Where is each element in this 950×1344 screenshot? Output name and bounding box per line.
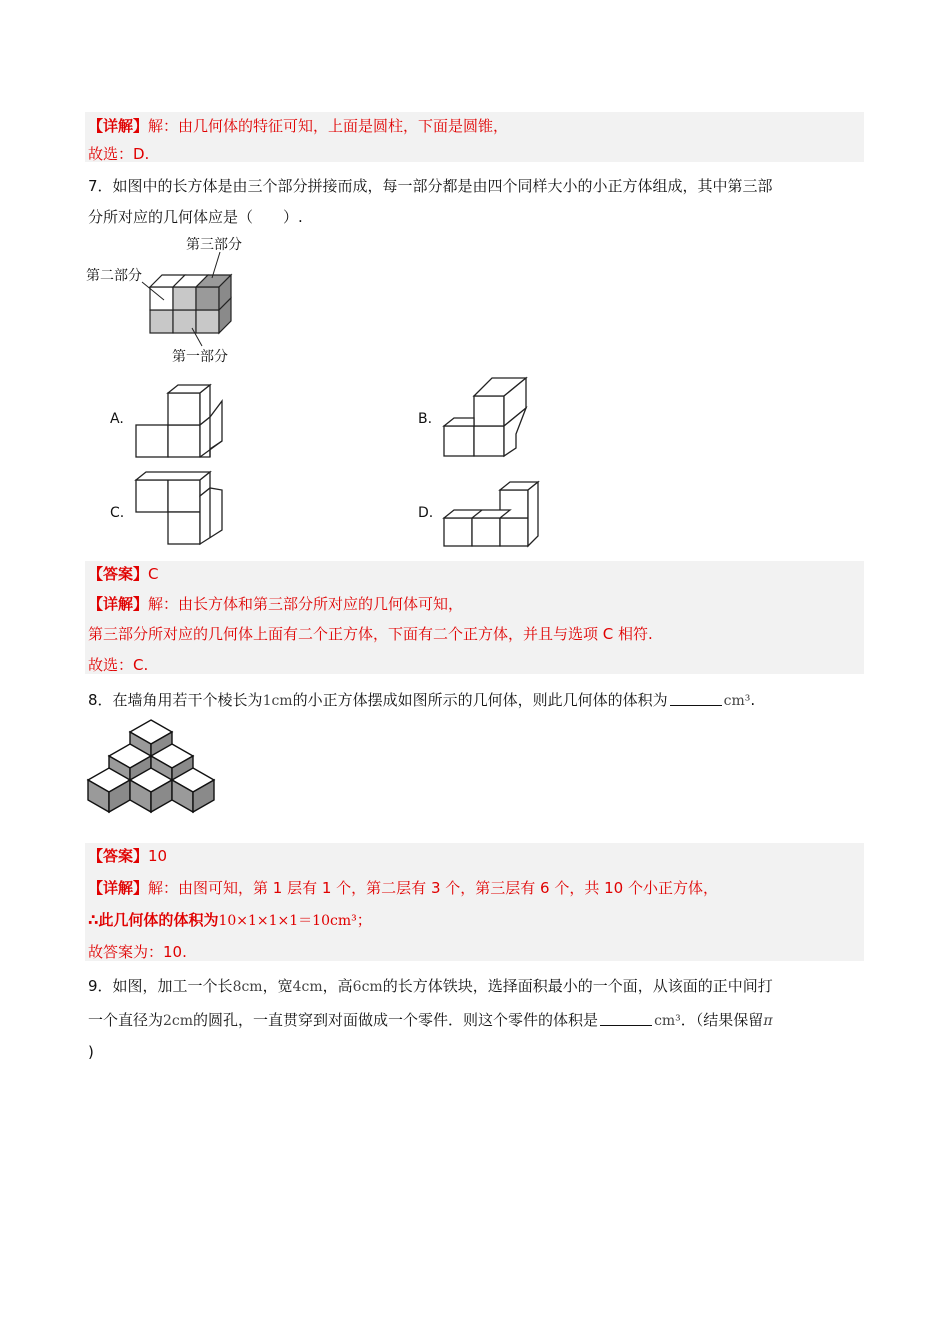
pointer-part3 <box>212 252 220 278</box>
q6-detail-line <box>88 116 508 136</box>
cube-bottom-1 <box>150 310 173 333</box>
q8-pyramid-figure <box>84 718 218 836</box>
q6-detail-tag: 【详解】 <box>88 117 149 135</box>
q7-number: 7． <box>88 177 113 195</box>
q9-height: 6cm <box>352 979 383 995</box>
q8-detail-line1 <box>88 878 718 898</box>
q9-text-line3: ) <box>88 1043 94 1061</box>
q7-detail-line2: 第三部分所对应的几何体上面有二个正方体，下面有二个正方体，并且与选项 C 相符. <box>88 625 653 643</box>
q7-detail-line1 <box>88 594 463 614</box>
label-part2: 第二部分 <box>86 268 142 284</box>
q7-detail-text1: 解：由长方体和第三部分所对应的几何体可知， <box>148 595 464 613</box>
answer-block-q8 <box>85 843 864 961</box>
q9-t1: 如图，加工一个长 <box>112 977 233 995</box>
q7-text-line1 <box>88 176 773 196</box>
q9-line2-a: 一个直径为 <box>88 1011 164 1029</box>
q7-answer-tag: 【答案】 <box>88 565 149 583</box>
q7-main-figure <box>80 230 280 370</box>
q7-text-line2: 分所对应的几何体应是（ ）. <box>88 208 303 226</box>
q8-answer-tag: 【答案】 <box>88 847 149 865</box>
cube-bottom-3 <box>196 310 219 333</box>
q9-line2-c: ．（结果保留 <box>680 1011 764 1029</box>
q9-unit: cm³ <box>654 1013 681 1029</box>
option-b-figure <box>440 374 540 464</box>
q9-t4: 的长方体铁块，选择面积最小的一个面，从该面的正中间打 <box>382 977 773 995</box>
cuboid <box>150 275 231 333</box>
q8-detail-text1: 解：由图可知，第 1 层有 1 个，第二层有 3 个，第三层有 6 个，共 10 个小正方体， <box>148 879 718 897</box>
q8-answer: 10 <box>148 847 168 865</box>
q7-detail-tag: 【详解】 <box>88 595 149 613</box>
q9-line2-b: 的圆孔，一直贯穿到对面做成一个零件．则这个零件的体积是 <box>193 1011 599 1029</box>
q8-conclusion: 故答案为：10. <box>88 943 187 961</box>
q8-text-before: 在墙角用若干个棱长为 <box>112 691 263 709</box>
label-part1: 第一部分 <box>172 349 228 365</box>
q8-text-mid: 的小正方体摆成如图所示的几何体，则此几何体的体积为 <box>292 691 668 709</box>
option-b-label: B. <box>418 411 433 427</box>
q8-answer-line <box>88 846 167 866</box>
q7-answer-line <box>88 564 159 584</box>
option-a-figure <box>132 383 232 463</box>
option-d-label: D. <box>418 505 434 521</box>
q7-answer: C <box>148 565 159 583</box>
q8-number: 8． <box>88 691 113 709</box>
q8-unit: cm³ <box>723 693 751 709</box>
q9-length: 8cm <box>232 979 263 995</box>
q8-detail-text2: ∴此几何体的体积为 <box>88 911 219 929</box>
q8-detail-end: ； <box>356 911 372 929</box>
q8-formula: 10×1×1×1＝10cm³ <box>218 913 357 929</box>
option-d-figure <box>440 478 550 550</box>
q9-diameter: 2cm <box>163 1013 194 1029</box>
q7-text-1: 如图中的长方体是由三个部分拼接而成，每一部分都是由四个同样大小的小正方体组成，其中第三部 <box>112 177 773 195</box>
option-a-label: A. <box>110 411 124 427</box>
q8-detail-line2 <box>88 910 372 931</box>
q9-text-line1 <box>88 976 773 997</box>
label-part3: 第三部分 <box>186 237 242 253</box>
q6-detail-text: 解：由几何体的特征可知，上面是圆柱，下面是圆锥， <box>148 117 509 135</box>
cube-top-2 <box>173 287 196 310</box>
q9-text-line2 <box>88 1010 773 1031</box>
q9-pi: π <box>763 1013 773 1029</box>
q8-text-line <box>88 690 755 711</box>
option-c-label: C. <box>110 505 125 521</box>
q8-detail-tag: 【详解】 <box>88 879 149 897</box>
q6-conclusion: 故选：D. <box>88 145 150 163</box>
q9-t3: ，高 <box>322 977 353 995</box>
q9-answer-blank <box>600 1011 652 1026</box>
option-c-figure <box>132 468 232 550</box>
q8-end: . <box>750 691 756 709</box>
q9-number: 9． <box>88 977 113 995</box>
q8-edge: 1cm <box>262 693 293 709</box>
q9-t2: ，宽 <box>262 977 293 995</box>
q8-answer-blank <box>670 691 722 706</box>
q9-width: 4cm <box>292 979 323 995</box>
q7-conclusion: 故选：C. <box>88 656 149 674</box>
answer-block-q7 <box>85 561 864 674</box>
cube-top-3 <box>196 287 219 310</box>
